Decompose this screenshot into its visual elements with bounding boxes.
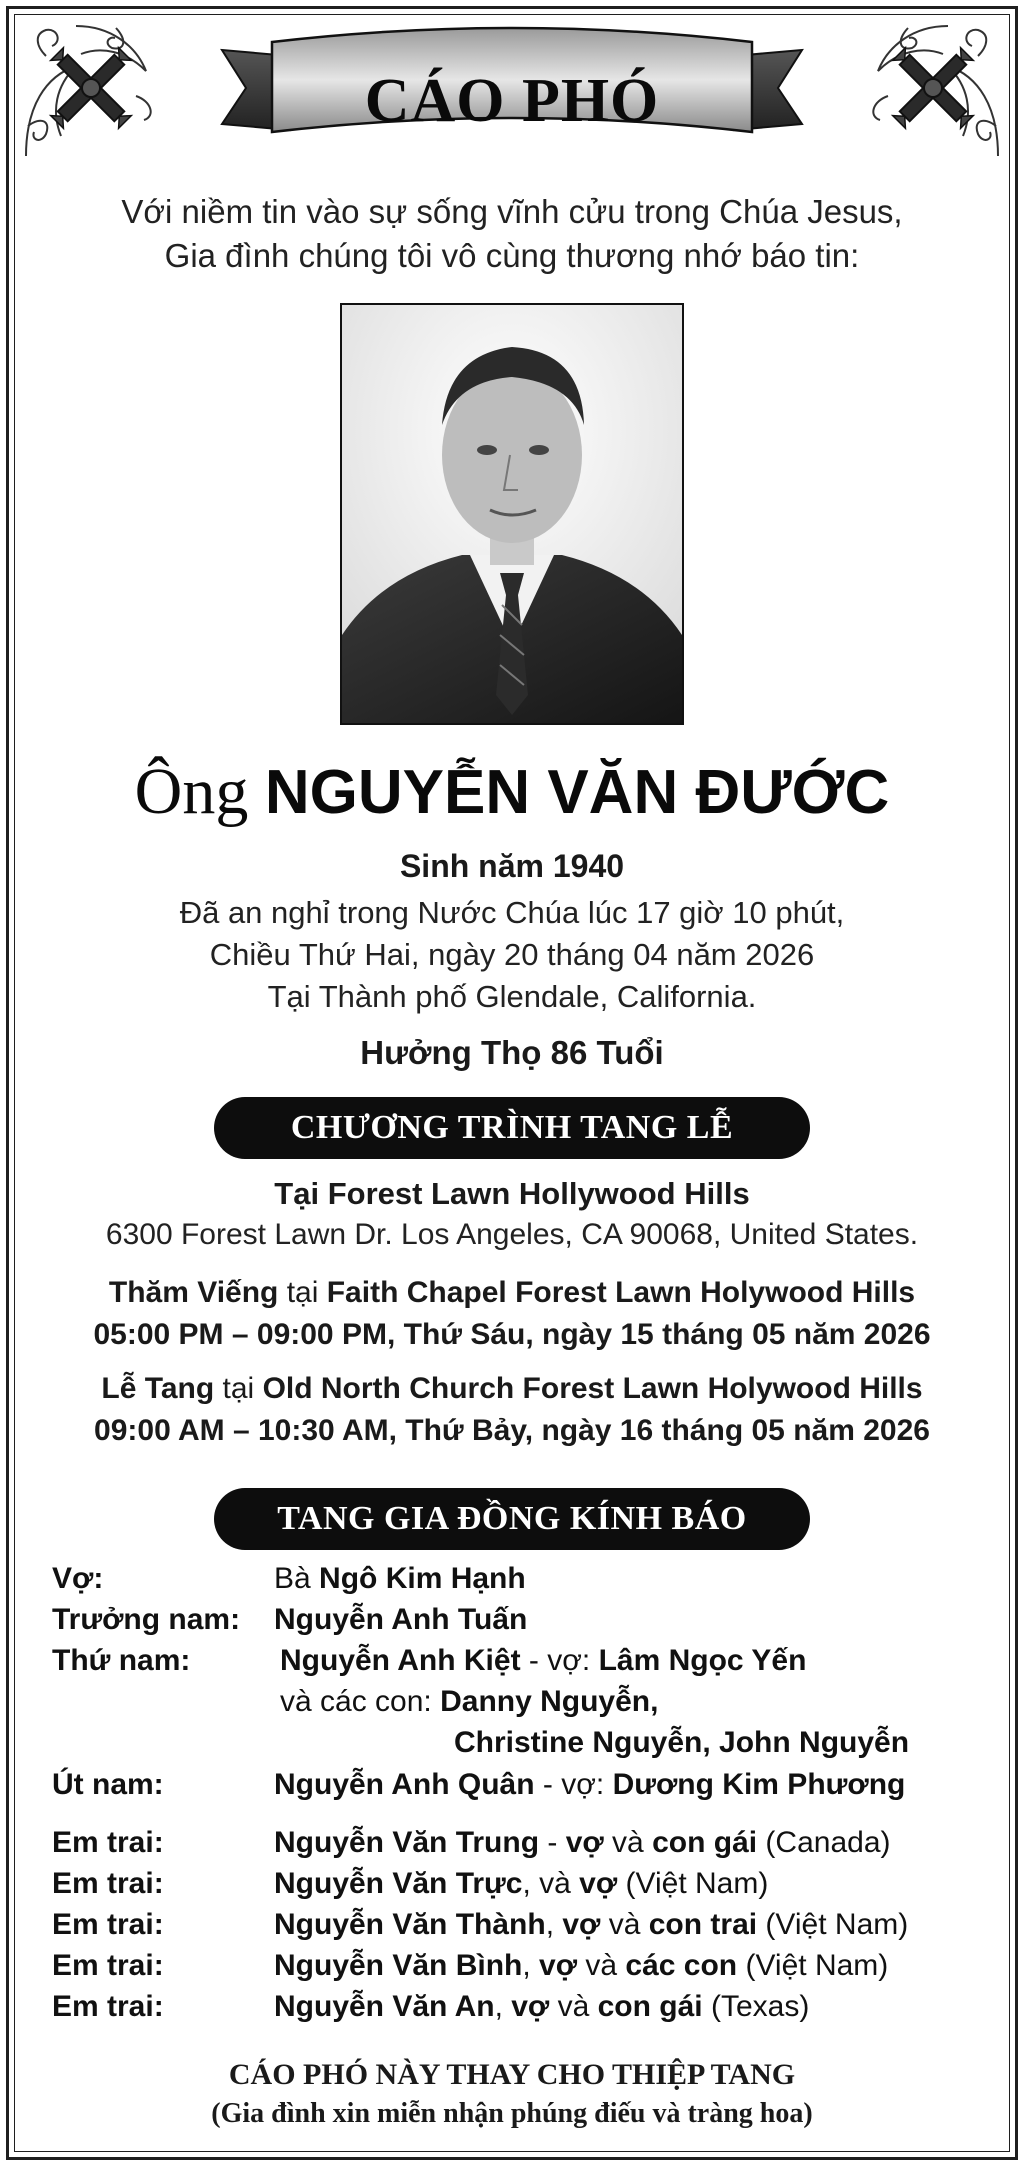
second-son-name: Nguyễn Anh Kiệt — [280, 1644, 521, 1677]
page-title: CÁO PHÓ — [364, 67, 660, 135]
eldest-son-value — [274, 1603, 527, 1637]
brother-label: Em trai: — [52, 1908, 164, 1941]
closing-line-1: CÁO PHÓ NÀY THAY CHO THIỆP TANG — [228, 2058, 796, 2091]
brother-label: Em trai: — [52, 1949, 164, 1982]
title-ribbon — [220, 20, 804, 150]
visitation-at: tại — [286, 1276, 319, 1309]
second-son-children-line2 — [454, 1726, 909, 1760]
brother-sep-1: , — [545, 1908, 563, 1941]
second-son-children — [280, 1685, 658, 1719]
funeral-at: tại — [222, 1372, 255, 1405]
wife-title: Bà — [274, 1562, 311, 1595]
second-son-spouse-sep: - vợ: — [528, 1644, 591, 1677]
brother-place: (Việt Nam) — [737, 1949, 889, 1982]
brother-name: Nguyễn Văn An — [274, 1990, 495, 2023]
brother-label: Em trai: — [52, 1867, 164, 1900]
youngest-son-name: Nguyễn Anh Quân — [274, 1768, 535, 1801]
brother-sep-1: , và — [522, 1867, 580, 1900]
cross-ornament-icon — [858, 16, 1008, 166]
name-main: NGUYỄN VĂN ĐƯỚC — [264, 758, 890, 827]
brother-value — [274, 1867, 768, 1901]
brother-name: Nguyễn Văn Trực — [274, 1867, 523, 1900]
family-row-brother — [52, 1908, 992, 1948]
portrait-image — [342, 305, 682, 723]
birth-year: Sinh năm 1940 — [399, 848, 625, 884]
brother-relation-1: vợ — [511, 1990, 550, 2023]
visitation-place: Faith Chapel Forest Lawn Holywood Hills — [326, 1276, 916, 1309]
brother-relation-2: con gái — [652, 1826, 758, 1859]
second-son-spouse: Lâm Ngọc Yến — [598, 1644, 807, 1677]
brother-value — [274, 1826, 891, 1860]
brother-place: (Canada) — [757, 1826, 891, 1859]
second-son-label: Thứ nam: — [52, 1644, 191, 1677]
portrait-photo — [340, 303, 684, 725]
brother-relation-1: vợ — [565, 1826, 604, 1859]
funeral-line — [0, 1372, 1024, 1406]
funeral-time: 09:00 AM – 10:30 AM, Thứ Bảy, ngày 16 tháng 05 năm 2026 — [94, 1414, 930, 1447]
family-row-brother — [52, 1867, 992, 1907]
name-prefix: Ông — [134, 755, 249, 828]
brother-relation-2: con trai — [648, 1908, 758, 1941]
brother-name: Nguyễn Văn Bình — [274, 1949, 523, 1982]
brother-sep-2: và — [600, 1908, 649, 1941]
brother-value — [274, 1990, 809, 2024]
cross-ornament-icon — [16, 16, 166, 166]
visitation-line — [0, 1276, 1024, 1310]
family-row-youngest-son — [52, 1768, 992, 1808]
brother-value — [274, 1949, 888, 1983]
funeral-place: Old North Church Forest Lawn Holywood Hills — [262, 1372, 923, 1405]
intro-line-1: Với niềm tin vào sự sống vĩnh cửu trong Chúa Jesus, — [121, 193, 903, 230]
family-row-brother — [52, 1990, 992, 2030]
brother-relation-1: vợ — [562, 1908, 601, 1941]
brother-relation-2: con gái — [597, 1990, 703, 2023]
intro-text — [0, 190, 1024, 278]
children-prefix: và các con: — [280, 1685, 432, 1718]
brother-value — [274, 1908, 908, 1942]
brother-label: Em trai: — [52, 1826, 164, 1859]
visitation-label: Thăm Viếng — [108, 1276, 279, 1309]
brother-label: Em trai: — [52, 1990, 164, 2023]
wife-name: Ngô Kim Hạnh — [319, 1562, 526, 1595]
brother-sep-2: và — [577, 1949, 626, 1982]
intro-line-2: Gia đình chúng tôi vô cùng thương nhớ báo tin: — [164, 237, 860, 274]
venue-address: 6300 Forest Lawn Dr. Los Angeles, CA 90068, United States. — [105, 1218, 919, 1251]
passing-line-1: Đã an nghỉ trong Nước Chúa lúc 17 giờ 10 phút, — [179, 895, 845, 930]
child-1: Danny Nguyễn, — [440, 1685, 659, 1718]
second-son-value — [280, 1644, 806, 1678]
age-line: Hưởng Thọ 86 Tuổi — [360, 1034, 664, 1071]
passing-details — [0, 892, 1024, 1018]
deceased-name — [0, 752, 1024, 833]
closing-line-2: (Gia đình xin miễn nhận phúng điếu và tràng hoa) — [211, 2098, 813, 2129]
brother-sep-2: và — [603, 1826, 653, 1859]
funeral-label: Lễ Tang — [101, 1372, 215, 1405]
wife-value — [274, 1562, 526, 1596]
family-row-brother — [52, 1949, 992, 1989]
brother-sep-2: và — [549, 1990, 598, 2023]
family-row-eldest-son — [52, 1603, 992, 1643]
youngest-son-value — [274, 1768, 905, 1802]
brother-place: (Việt Nam) — [757, 1908, 909, 1941]
youngest-son-spouse-sep: - vợ: — [542, 1768, 605, 1801]
family-row-brother — [52, 1826, 992, 1866]
children-line-2: Christine Nguyễn, John Nguyễn — [454, 1726, 910, 1759]
wife-label: Vợ: — [52, 1562, 104, 1595]
passing-line-2: Chiều Thứ Hai, ngày 20 tháng 04 năm 2026 — [209, 937, 815, 972]
brother-sep-1: , — [522, 1949, 540, 1982]
eldest-son-name: Nguyễn Anh Tuấn — [274, 1603, 528, 1636]
family-banner: TANG GIA ĐỒNG KÍNH BÁO — [214, 1488, 810, 1550]
brother-name: Nguyễn Văn Thành — [274, 1908, 546, 1941]
passing-line-3: Tại Thành phố Glendale, California. — [267, 979, 757, 1014]
youngest-son-spouse: Dương Kim Phương — [612, 1768, 906, 1801]
venue-name: Tại Forest Lawn Hollywood Hills — [274, 1176, 750, 1211]
family-row-second-son — [52, 1644, 992, 1768]
brother-relation-1: vợ — [579, 1867, 618, 1900]
brother-sep-1: - — [539, 1826, 566, 1859]
youngest-son-label: Út nam: — [52, 1768, 164, 1801]
visitation-time: 05:00 PM – 09:00 PM, Thứ Sáu, ngày 15 tháng 05 năm 2026 — [93, 1318, 931, 1351]
brother-place: (Texas) — [702, 1990, 810, 2023]
brother-place: (Việt Nam) — [617, 1867, 769, 1900]
brother-sep-1: , — [494, 1990, 512, 2023]
family-row-wife — [52, 1562, 992, 1602]
brother-relation-1: vợ — [539, 1949, 578, 1982]
program-banner: CHƯƠNG TRÌNH TANG LỄ — [214, 1097, 810, 1159]
brother-relation-2: các con — [625, 1949, 738, 1982]
eldest-son-label: Trưởng nam: — [52, 1603, 241, 1636]
brother-name: Nguyễn Văn Trung — [274, 1826, 540, 1859]
